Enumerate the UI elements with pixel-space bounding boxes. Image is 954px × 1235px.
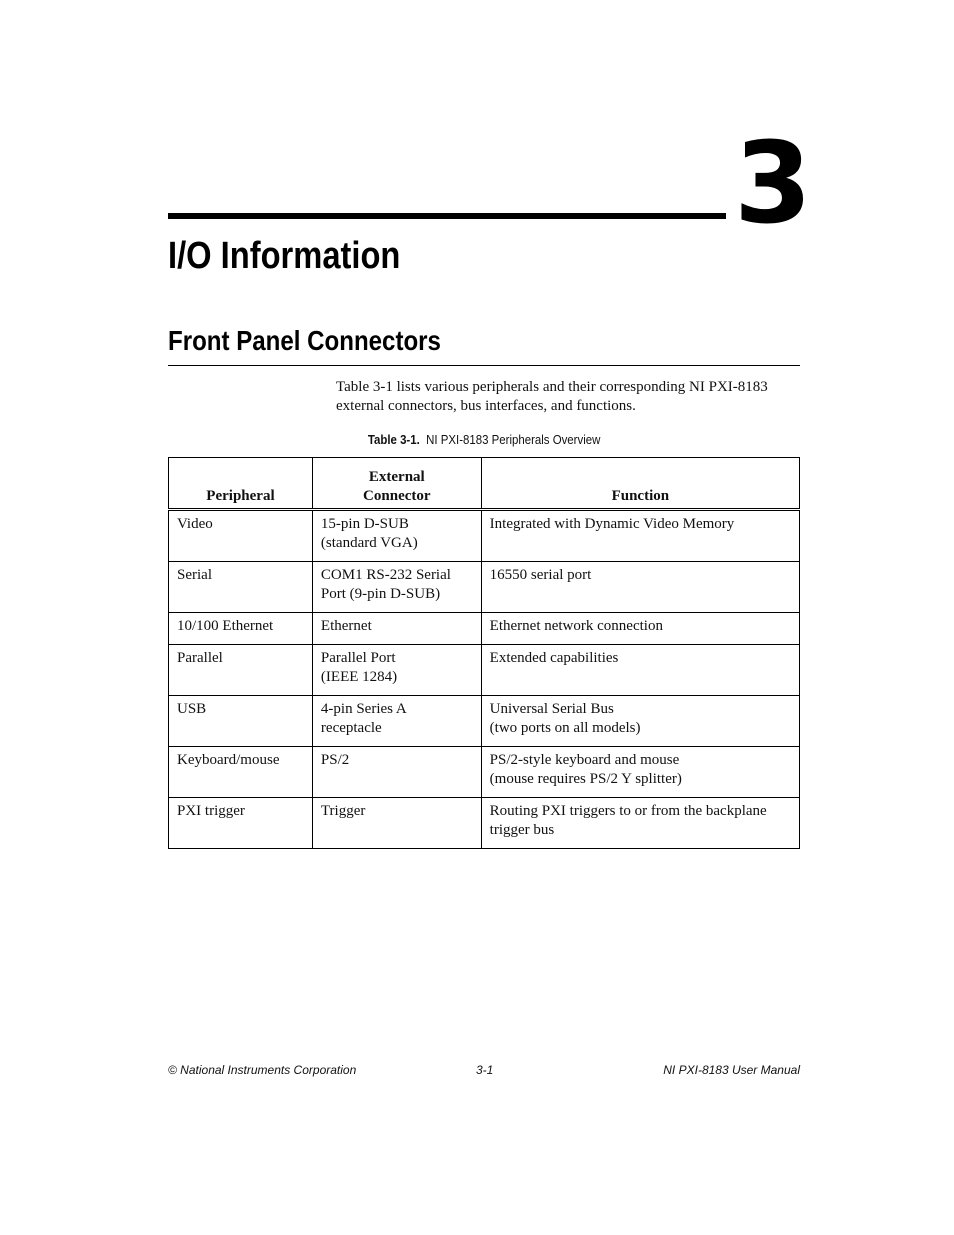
cell-connector-line: 4-pin Series A [320, 701, 407, 717]
cell-connector-line: Parallel Port [320, 650, 396, 666]
footer-manual-title: NI PXI-8183 User Manual [663, 1063, 800, 1077]
cell-function-line: PS/2-style keyboard and mouse [489, 752, 680, 768]
cell-connector-line: PS/2 [320, 752, 350, 768]
footer-copyright: © National Instruments Corporation [168, 1063, 357, 1077]
table-caption-text: NI PXI-8183 Peripherals Overview [426, 432, 601, 447]
cell-connector [312, 613, 481, 645]
intro-line: external connectors, bus interfaces, and functions. [336, 398, 636, 414]
chapter-title: I/O Information [168, 235, 401, 277]
cell-connector [312, 510, 481, 562]
table-row [169, 696, 800, 747]
cell-connector-line: Port (9-pin D-SUB) [320, 586, 441, 602]
cell-function-line: Routing PXI triggers to or from the backplane [489, 803, 767, 819]
section-title: Front Panel Connectors [168, 325, 441, 356]
table-row [169, 562, 800, 613]
cell-function [481, 613, 799, 645]
cell-connector-line: (standard VGA) [320, 535, 418, 551]
header-connector-line: Connector [363, 488, 431, 504]
cell-peripheral: Video [169, 510, 313, 562]
cell-connector [312, 747, 481, 798]
header-connector [312, 458, 481, 510]
cell-function-line: 16550 serial port [489, 567, 592, 583]
table-row [169, 645, 800, 696]
cell-function-line: Integrated with Dynamic Video Memory [489, 516, 735, 532]
cell-function [481, 747, 799, 798]
section-rule [168, 365, 800, 366]
cell-peripheral: Keyboard/mouse [169, 747, 313, 798]
cell-function-line: (two ports on all models) [489, 720, 641, 736]
cell-peripheral: Parallel [169, 645, 313, 696]
intro-line: Table 3-1 lists various peripherals and their corresponding NI PXI-8183 [336, 379, 768, 395]
cell-peripheral: Serial [169, 562, 313, 613]
header-function: Function [481, 458, 799, 510]
cell-function-line: trigger bus [489, 822, 555, 838]
cell-function-line: (mouse requires PS/2 Y splitter) [489, 771, 682, 787]
table-row [169, 747, 800, 798]
cell-connector [312, 696, 481, 747]
table-row [169, 613, 800, 645]
table-row [169, 798, 800, 849]
table-row [169, 510, 800, 562]
cell-function [481, 562, 799, 613]
cell-connector-line: (IEEE 1284) [320, 669, 398, 685]
footer-page-number: 3-1 [476, 1063, 494, 1077]
cell-connector-line: COM1 RS-232 Serial [320, 567, 451, 583]
chapter-rule [168, 213, 726, 219]
cell-function [481, 645, 799, 696]
table-caption [168, 431, 800, 449]
intro-paragraph [336, 378, 800, 416]
cell-connector [312, 645, 481, 696]
cell-function [481, 798, 799, 849]
table-caption-number: Table 3-1. [367, 432, 420, 447]
cell-function [481, 510, 799, 562]
cell-connector [312, 562, 481, 613]
cell-connector-line: Trigger [320, 803, 366, 819]
table-header-row [169, 458, 800, 510]
cell-connector-line: 15-pin D-SUB [320, 516, 409, 532]
header-connector-line: External [368, 469, 425, 485]
cell-function-line: Universal Serial Bus [489, 701, 614, 717]
cell-function [481, 696, 799, 747]
cell-connector-line: receptacle [320, 720, 382, 736]
cell-peripheral: 10/100 Ethernet [169, 613, 313, 645]
cell-function-line: Ethernet network connection [489, 618, 663, 634]
cell-connector-line: Ethernet [320, 618, 372, 634]
cell-function-line: Extended capabilities [489, 650, 619, 666]
cell-connector [312, 798, 481, 849]
cell-peripheral: USB [169, 696, 313, 747]
cell-peripheral: PXI trigger [169, 798, 313, 849]
peripherals-table [168, 457, 800, 849]
chapter-number: 3 [734, 119, 810, 249]
header-peripheral: Peripheral [169, 458, 313, 510]
